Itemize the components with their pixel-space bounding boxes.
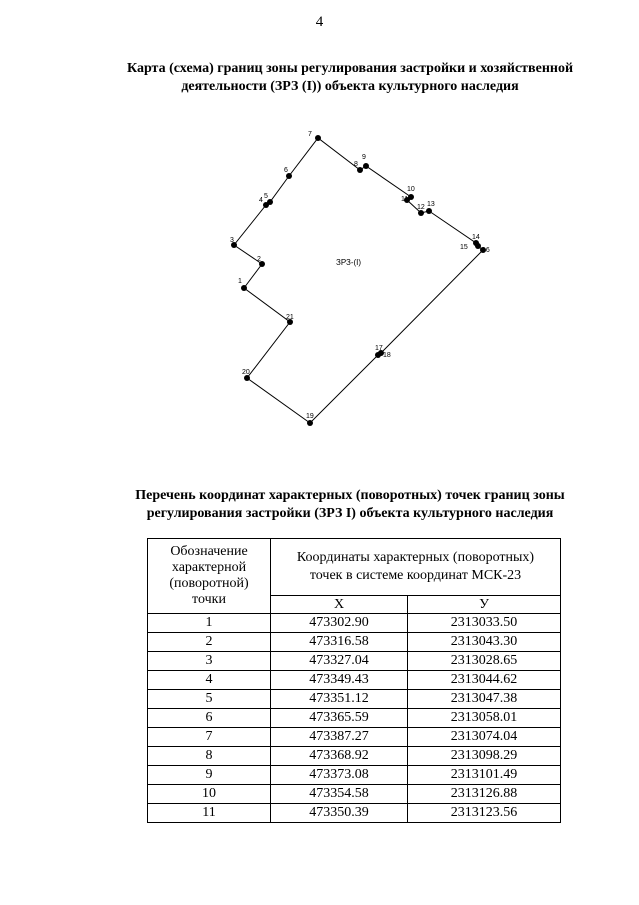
- table-row: [148, 671, 561, 690]
- x-cell: 473327.04: [271, 652, 408, 671]
- point-cell: 6: [148, 709, 271, 728]
- table-row: [148, 633, 561, 652]
- point-cell: 4: [148, 671, 271, 690]
- header-coordinates: [271, 539, 561, 596]
- table-title: [60, 487, 639, 523]
- point-label-17: 17: [375, 345, 383, 352]
- table-title-line-2: регулирования застройки (ЗРЗ I) объекта культурного наследия: [146, 506, 554, 521]
- boundary-point-9: [363, 163, 369, 169]
- map-title-line-2: деятельности (ЗРЗ (I)) объекта культурного наследия: [181, 79, 519, 94]
- y-cell: 2313047.38: [408, 690, 561, 709]
- y-cell: 2313101.49: [408, 766, 561, 785]
- point-label-15: 15: [460, 244, 468, 251]
- x-cell: 473302.90: [271, 614, 408, 633]
- header-point-line-2: характерной: [171, 560, 247, 575]
- header-x: Х: [271, 596, 408, 614]
- y-cell: 2313028.65: [408, 652, 561, 671]
- boundary-point-19: [307, 420, 313, 426]
- table-row: [148, 614, 561, 633]
- point-label-19: 19: [306, 413, 314, 420]
- boundary-point-13: [426, 208, 432, 214]
- x-cell: 473373.08: [271, 766, 408, 785]
- point-label-13: 13: [427, 201, 435, 208]
- table-row: [148, 766, 561, 785]
- y-cell: 2313043.30: [408, 633, 561, 652]
- point-cell: 10: [148, 785, 271, 804]
- y-cell: 2313074.04: [408, 728, 561, 747]
- point-label-1: 1: [238, 278, 242, 285]
- map-title-line-1: Карта (схема) границ зоны регулирования застройки и хозяйственной: [126, 61, 574, 76]
- point-label-8: 8: [354, 161, 358, 168]
- point-label-4: 4: [259, 197, 263, 204]
- x-cell: 473350.39: [271, 804, 408, 823]
- x-cell: 473365.59: [271, 709, 408, 728]
- table-row: [148, 747, 561, 766]
- point-label-16: 16: [482, 247, 490, 254]
- header-point-line-3: (поворотной): [169, 576, 249, 591]
- x-cell: 473316.58: [271, 633, 408, 652]
- header-point-line-4: точки: [192, 592, 226, 607]
- page-number: 4: [315, 14, 324, 30]
- point-cell: 7: [148, 728, 271, 747]
- boundary-points: [231, 135, 486, 426]
- boundary-point-7: [315, 135, 321, 141]
- point-label-12: 12: [417, 204, 425, 211]
- point-cell: 1: [148, 614, 271, 633]
- point-label-3: 3: [230, 237, 234, 244]
- y-cell: 2313044.62: [408, 671, 561, 690]
- boundary-point-18: [375, 352, 381, 358]
- table-row: [148, 804, 561, 823]
- y-cell: 2313098.29: [408, 747, 561, 766]
- y-cell: 2313058.01: [408, 709, 561, 728]
- point-label-18: 18: [383, 352, 391, 359]
- boundary-point-15: [475, 243, 481, 249]
- point-cell: 3: [148, 652, 271, 671]
- point-cell: 2: [148, 633, 271, 652]
- y-cell: 2313123.56: [408, 804, 561, 823]
- x-cell: 473351.12: [271, 690, 408, 709]
- table-row: [148, 728, 561, 747]
- table-row: [148, 690, 561, 709]
- table-row: [148, 785, 561, 804]
- coordinates-table: [147, 538, 561, 823]
- table-row: [148, 709, 561, 728]
- point-label-20: 20: [242, 369, 250, 376]
- header-y: У: [408, 596, 561, 614]
- header-coordinates-line-2: точек в системе координат МСК-23: [309, 568, 522, 583]
- point-label-5: 5: [264, 193, 268, 200]
- header-point-line-1: Обозначение: [170, 544, 248, 559]
- point-cell: 5: [148, 690, 271, 709]
- y-cell: 2313126.88: [408, 785, 561, 804]
- point-label-10: 10: [407, 186, 415, 193]
- header-coordinates-line-1: Координаты характерных (поворотных): [296, 550, 535, 565]
- zone-label: ЗРЗ-(I): [336, 258, 362, 267]
- point-labels: [230, 131, 490, 420]
- y-cell: 2313033.50: [408, 614, 561, 633]
- point-label-6: 6: [284, 167, 288, 174]
- point-label-9: 9: [362, 154, 366, 161]
- x-cell: 473354.58: [271, 785, 408, 804]
- point-cell: 8: [148, 747, 271, 766]
- table-title-line-1: Перечень координат характерных (поворотных) точек границ зоны: [135, 488, 565, 503]
- point-label-21: 21: [286, 314, 294, 321]
- boundary-point-1: [241, 285, 247, 291]
- x-cell: 473387.27: [271, 728, 408, 747]
- point-cell: 9: [148, 766, 271, 785]
- header-point: [148, 539, 271, 614]
- point-cell: 11: [148, 804, 271, 823]
- zone-boundary-polygon: [234, 138, 483, 423]
- table-row: [148, 652, 561, 671]
- x-cell: 473368.92: [271, 747, 408, 766]
- point-label-2: 2: [257, 256, 261, 263]
- point-label-11: 11: [401, 196, 409, 203]
- point-label-14: 14: [472, 234, 480, 241]
- point-label-7: 7: [308, 131, 312, 138]
- x-cell: 473349.43: [271, 671, 408, 690]
